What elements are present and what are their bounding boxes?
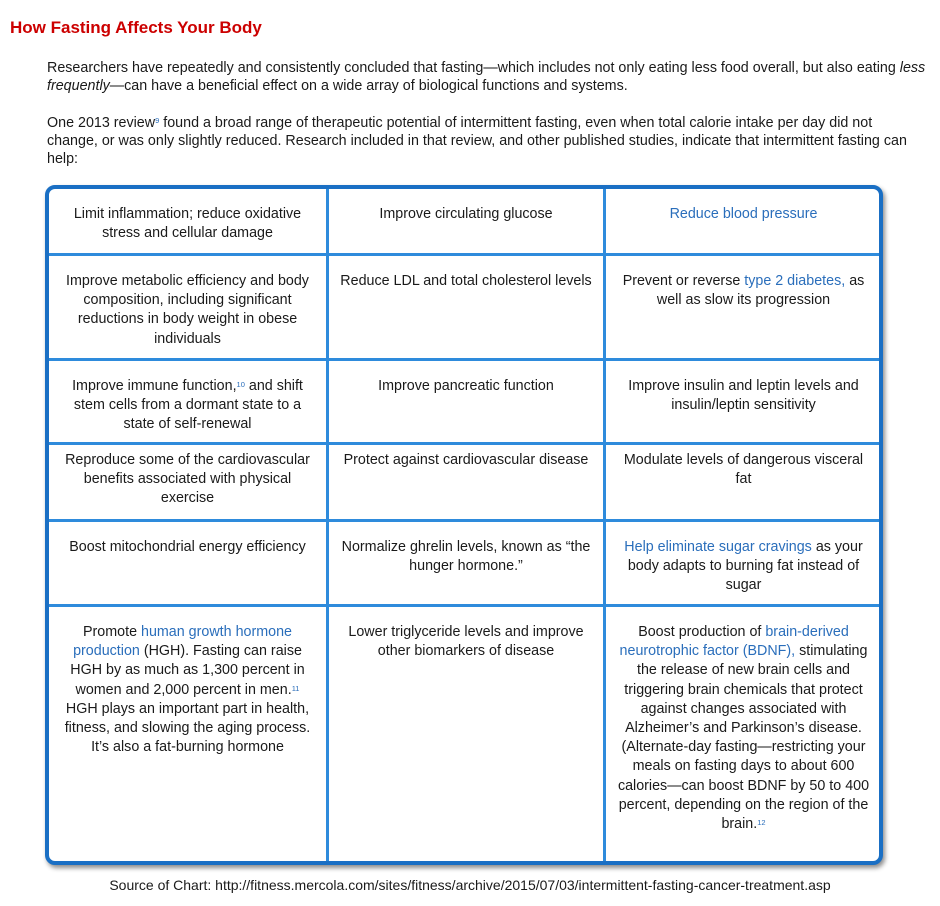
benefit-cell: [49, 256, 326, 358]
benefit-text: Protect against cardiovascular disease: [343, 452, 589, 468]
intro-text: —can have a beneficial effect on a wide array of biological functions and systems.: [109, 78, 628, 94]
benefit-cell: [329, 607, 603, 865]
benefit-text: Limit inflammation; reduce oxidative stress and cellular damage: [73, 206, 302, 242]
benefit-text: Boost production of: [638, 624, 766, 640]
benefit-cell: [329, 189, 603, 253]
benefit-cell: [49, 522, 326, 604]
benefit-text: stimulating the release of new brain cells and triggering brain chemicals that protect against changes associated with Alzheimer’s and Parkinson’s disease. (Alternate-day fasting—restricting your meals on fasting days to about 600 calories—can boost BDNF by 50 to 400 percent, depending on the region of the brain.: [617, 643, 870, 833]
benefit-cell: [49, 607, 326, 865]
benefit-text: Lower triglyceride levels and improve other biomarkers of disease: [348, 624, 584, 660]
benefit-text: Normalize ghrelin levels, known as “the hunger hormone.”: [341, 539, 591, 575]
hgh-link[interactable]: human growth hormone production: [73, 624, 292, 660]
benefit-text: Improve immune function,: [72, 378, 237, 394]
benefit-cell: [49, 445, 326, 519]
benefit-text: as well as slow its progression: [656, 273, 865, 309]
benefit-text: Improve circulating glucose: [379, 206, 553, 222]
intro-text: found a broad range of therapeutic potential of intermittent fasting, even when total calorie intake per day did not change, or was only slightly reduced. Research included in that review, and other published studies, indicate that intermittent fasting can help:: [47, 115, 907, 167]
benefits-grid: [45, 185, 883, 865]
footnote-ref-9[interactable]: 9: [155, 116, 160, 125]
benefit-cell: [606, 522, 881, 604]
benefit-cell: [329, 445, 603, 519]
intro-text: Researchers have repeatedly and consistently concluded that fasting—which includes not only eating less food overall, but also eating: [47, 60, 900, 76]
footnote-ref-12[interactable]: 12: [757, 818, 766, 828]
benefit-text: (HGH). Fasting can raise HGH by as much as 1,300 percent in women and 2,000 percent in men.: [70, 643, 305, 698]
benefit-text: Reduce LDL and total cholesterol levels: [340, 273, 592, 289]
benefit-cell: [329, 361, 603, 442]
intro-paragraph-2: [47, 114, 927, 168]
benefit-text: Promote: [82, 624, 141, 640]
bdnf-link[interactable]: brain-derived neurotrophic factor (BDNF),: [619, 624, 849, 660]
intro-text: One 2013 review: [47, 115, 156, 131]
page-title: How Fasting Affects Your Body: [10, 18, 262, 37]
blood-pressure-link[interactable]: Reduce blood pressure: [669, 206, 818, 222]
benefit-cell: [329, 522, 603, 604]
benefit-text: and shift stem cells from a dormant state to a state of self-renewal: [73, 378, 303, 433]
chart-source: Source of Chart: http://fitness.mercola.com/sites/fitness/archive/2015/07/03/intermittent-fasting-cancer-treatment.asp: [109, 877, 831, 893]
benefit-cell: [606, 189, 881, 253]
benefit-cell: [606, 361, 881, 442]
benefit-text: Modulate levels of dangerous visceral fat: [623, 452, 864, 488]
benefit-text: Improve metabolic efficiency and body composition, including significant reductions in body weight in obese individuals: [66, 273, 309, 347]
benefit-text: as your body adapts to burning fat instead of sugar: [627, 539, 863, 594]
benefit-cell: [49, 361, 326, 442]
sugar-cravings-link[interactable]: Help eliminate sugar cravings: [624, 539, 812, 555]
benefit-cell: [606, 256, 881, 358]
benefit-cell: [49, 189, 326, 253]
benefit-cell: [329, 256, 603, 358]
benefit-text: Boost mitochondrial energy efficiency: [69, 539, 306, 555]
benefit-cell: [606, 607, 881, 865]
benefit-text: HGH plays an important part in health, fitness, and slowing the aging process. It’s also a fat-burning hormone: [64, 700, 311, 756]
emphasis-text: less frequently: [47, 60, 926, 94]
footnote-ref-10[interactable]: 10: [236, 380, 245, 389]
footnote-ref-11[interactable]: 11: [291, 683, 300, 693]
benefit-text: Improve pancreatic function: [378, 378, 554, 394]
diabetes-link[interactable]: type 2 diabetes,: [744, 273, 846, 289]
intro-paragraph-1: [47, 59, 927, 95]
benefit-text: Reproduce some of the cardiovascular benefits associated with physical exercise: [65, 452, 310, 507]
benefit-text: Improve insulin and leptin levels and insulin/leptin sensitivity: [628, 378, 859, 414]
benefit-text: Prevent or reverse: [622, 273, 745, 289]
benefit-cell: [606, 445, 881, 519]
